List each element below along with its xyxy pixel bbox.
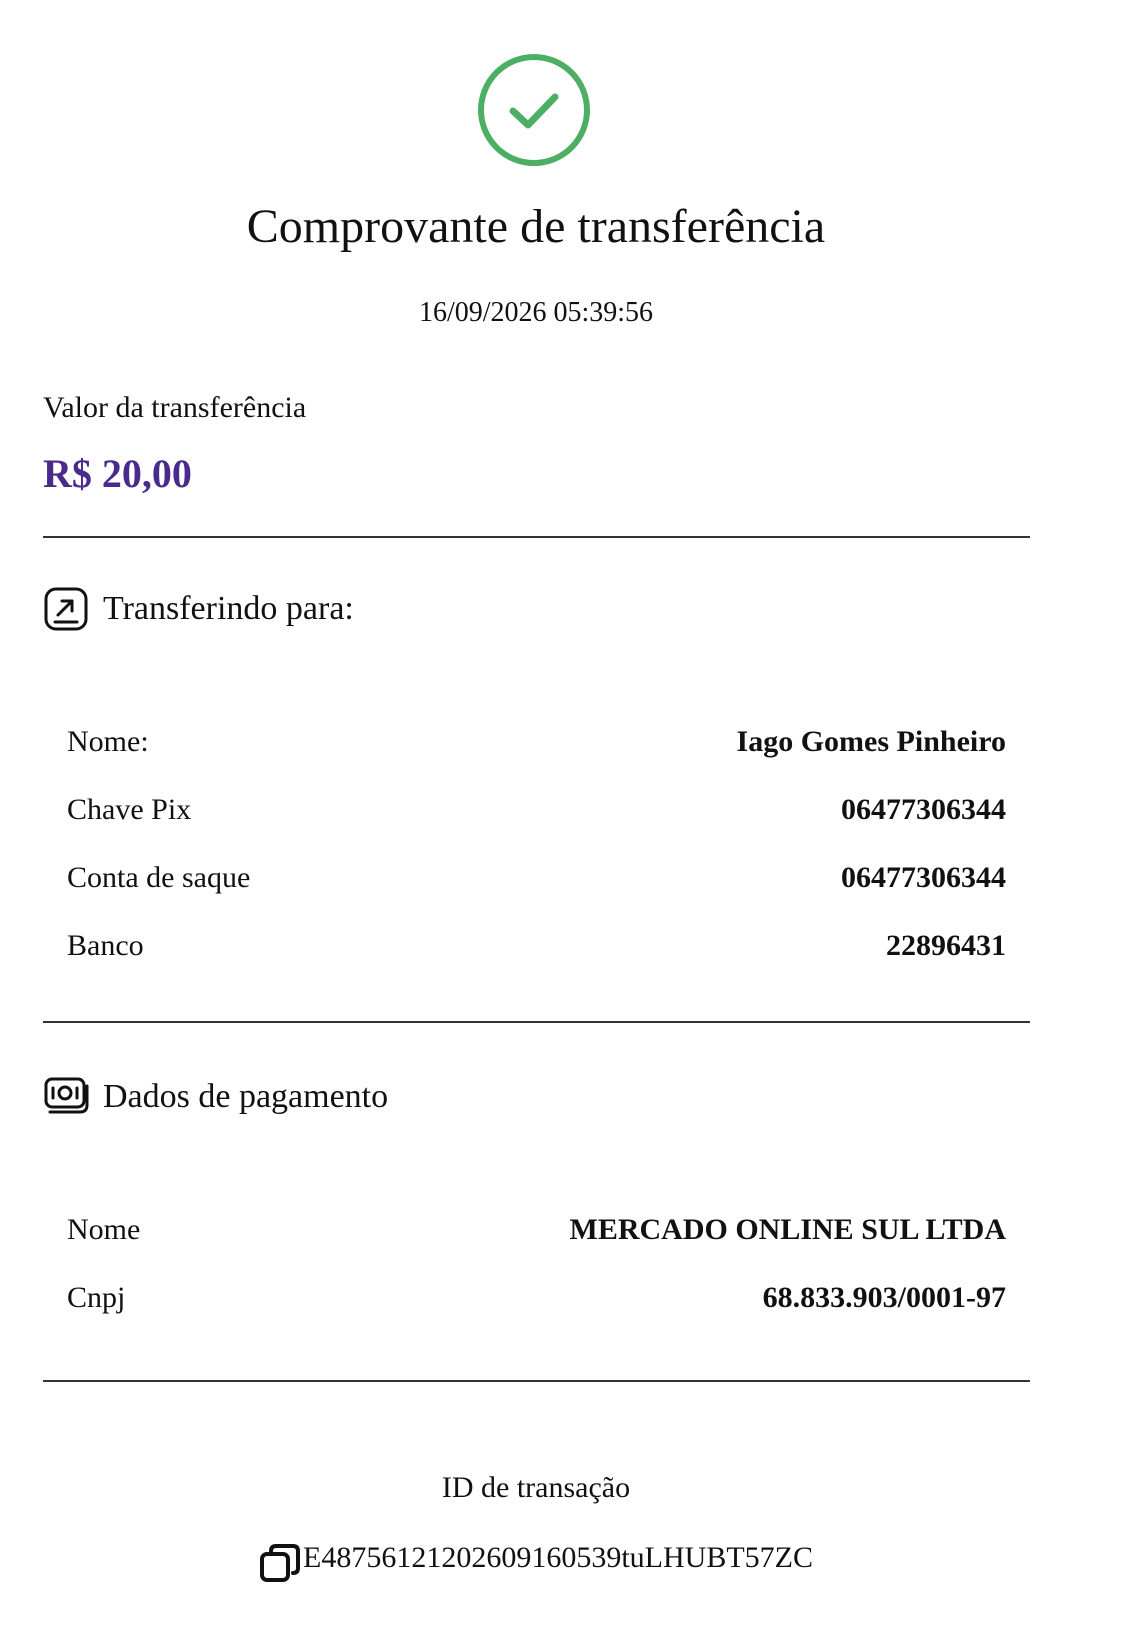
- payment-row-name: [67, 1212, 1006, 1248]
- recipient-row-pix-key: [67, 792, 1006, 828]
- copy-icon[interactable]: [259, 1542, 301, 1584]
- amount-value: R$ 20,00: [43, 451, 192, 496]
- recipient-section-header: [43, 586, 354, 632]
- divider: [43, 536, 1030, 538]
- row-label: Cnpj: [67, 1281, 126, 1314]
- payment-row-cnpj: [67, 1280, 1006, 1316]
- recipient-heading: Transferindo para:: [103, 589, 354, 627]
- payment-heading: Dados de pagamento: [103, 1077, 389, 1115]
- page-title: Comprovante de transferência: [246, 200, 826, 253]
- recipient-row-name: [67, 724, 1006, 760]
- divider: [43, 1021, 1030, 1023]
- check-circle-icon: [476, 52, 592, 168]
- row-value: 68.833.903/0001-97: [762, 1281, 1006, 1314]
- row-value: 22896431: [886, 929, 1006, 962]
- row-value: MERCADO ONLINE SUL LTDA: [569, 1213, 1006, 1246]
- row-value: 06477306344: [841, 861, 1006, 894]
- row-value: 06477306344: [841, 793, 1006, 826]
- recipient-row-bank: [67, 928, 1006, 964]
- transaction-id-value: E48756121202609160539tuLHUBT57ZC: [303, 1541, 813, 1574]
- payment-section-header: [43, 1074, 388, 1120]
- divider: [43, 1380, 1030, 1382]
- row-label: Chave Pix: [67, 793, 192, 826]
- amount-label: Valor da transferência: [43, 391, 307, 424]
- transfer-datetime: 16/09/2026 05:39:56: [418, 297, 654, 328]
- row-label: Nome:: [67, 725, 149, 758]
- row-label: Banco: [67, 929, 144, 962]
- recipient-row-account: [67, 860, 1006, 896]
- row-label: Nome: [67, 1213, 141, 1246]
- arrow-up-right-box-icon: [43, 586, 89, 632]
- money-bill-icon: [43, 1074, 89, 1120]
- row-label: Conta de saque: [67, 861, 251, 894]
- row-value: Iago Gomes Pinheiro: [736, 725, 1006, 758]
- transaction-id-label: ID de transação: [441, 1471, 631, 1504]
- transaction-id-row: [0, 1532, 1072, 1584]
